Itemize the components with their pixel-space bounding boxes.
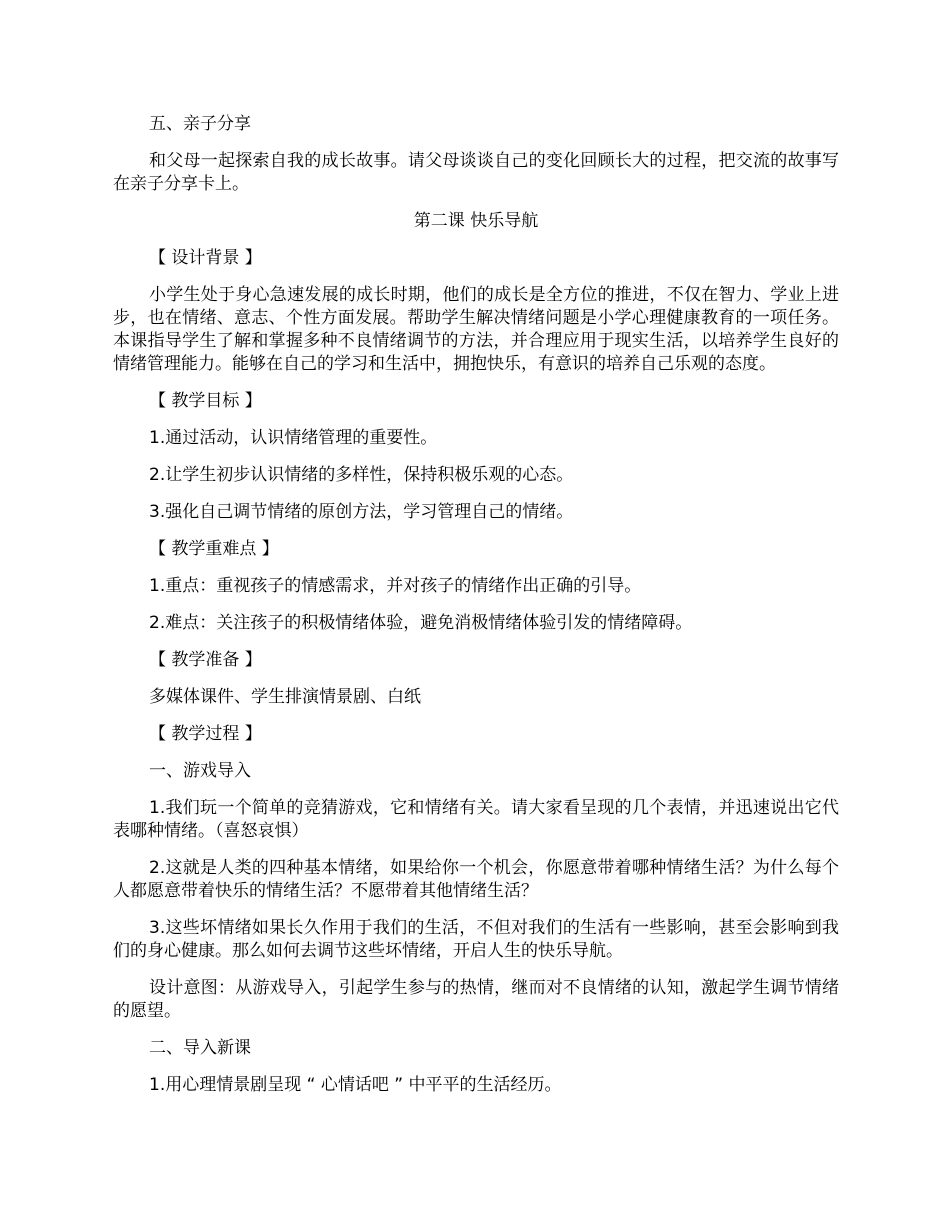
goal-1: 1.通过活动，认识情绪管理的重要性。 [149, 428, 438, 448]
key-difficulties-heading: 【 教学重难点 】 [149, 539, 279, 559]
teaching-goals-heading: 【 教学目标 】 [149, 391, 262, 411]
key-point: 1.重点：重视孩子的情感需求，并对孩子的情绪作出正确的引导。 [149, 576, 642, 596]
preparation-body: 多媒体课件、学生排演情景剧、白纸 [149, 687, 421, 707]
design-background-body: 小学生处于身心急速发展的成长时期，他们的成长是全方位的推进，不仅在智力、学业上进步，也在情绪、意志、个性方面发展。帮助学生解决情绪问题是小学心理健康教育的一项任务。本课指导学生了解和掌握多种不良情绪调节的方法，并合理应用于现实生活，以培养学生良好的情绪管理能力。能够在自己的学习和生活中，拥抱快乐，有意识的培养自己乐观的态度。 [113, 285, 839, 374]
design-intent: 设计意图：从游戏导入，引起学生参与的热情，继而对不良情绪的认知，激起学生调节情绪的愿望。 [113, 978, 839, 1021]
step-2-item-1: 1.用心理情景剧呈现 “ 心情话吧 ” 中平平的生活经历。 [149, 1075, 562, 1095]
goal-2: 2.让学生初步认识情绪的多样性，保持积极乐观的心态。 [149, 465, 574, 485]
step-2-heading: 二、导入新课 [149, 1038, 251, 1058]
section-5-body: 和父母一起探索自我的成长故事。请父母谈谈自己的变化回顾长大的过程，把交流的故事写在亲子分享卡上。 [113, 151, 839, 194]
preparation-heading: 【 教学准备 】 [149, 650, 262, 670]
step-1-item-3: 3.这些坏情绪如果长久作用于我们的生活，不但对我们的生活有一些影响，甚至会影响到我们的身心健康。那么如何去调节这些坏情绪，开启人生的快乐导航。 [113, 918, 839, 961]
lesson-title: 第二课 快乐导航 [413, 211, 539, 231]
step-1-heading: 一、游戏导入 [149, 761, 251, 781]
document-page [113, 113, 839, 1111]
design-background-heading: 【 设计背景 】 [149, 248, 262, 268]
process-heading: 【 教学过程 】 [149, 724, 262, 744]
section-5-heading: 五、亲子分享 [149, 114, 251, 134]
step-1-item-1: 1.我们玩一个简单的竞猜游戏，它和情绪有关。请大家看呈现的几个表情，并迅速说出它代表哪种情绪。（喜怒哀惧） [113, 798, 839, 841]
goal-3: 3.强化自己调节情绪的原创方法，学习管理自己的情绪。 [149, 502, 574, 522]
difficulty-point: 2.难点：关注孩子的积极情绪体验，避免消极情绪体验引发的情绪障碍。 [149, 613, 693, 633]
step-1-item-2: 2.这就是人类的四种基本情绪，如果给你一个机会，你愿意带着哪种情绪生活？为什么每个人都愿意带着快乐的情绪生活？不愿带着其他情绪生活？ [113, 858, 839, 901]
